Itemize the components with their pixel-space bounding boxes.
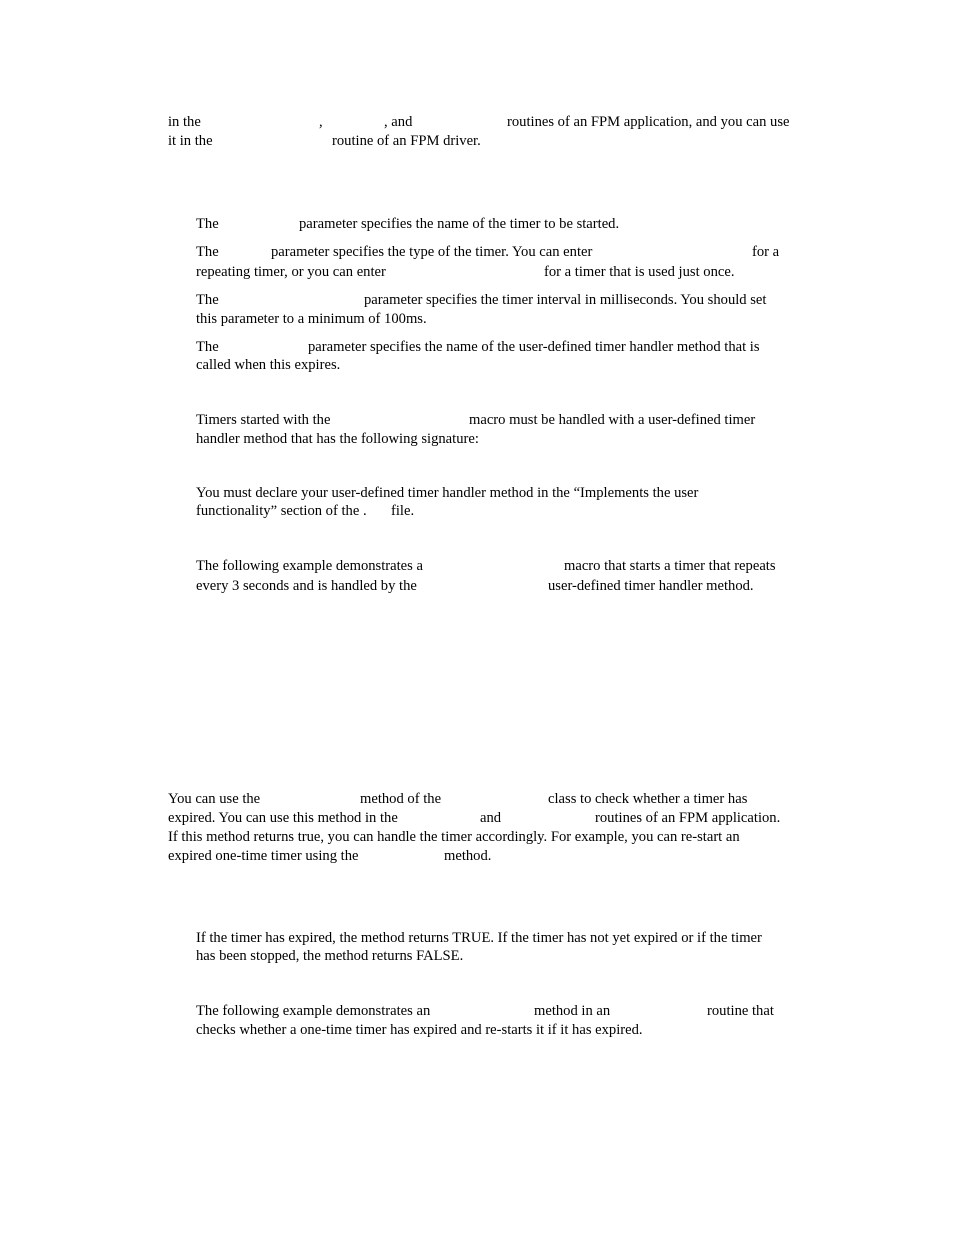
param2-line2-seg-b: for a timer that is used just once. bbox=[544, 264, 735, 280]
param4-line1-seg-b: parameter specifies the name of the user-defined timer handler method that is bbox=[308, 339, 760, 355]
param2-line1-seg-c: for a bbox=[752, 244, 780, 260]
param3-line2: this parameter to a minimum of 100ms. bbox=[196, 311, 427, 327]
note1-line2: handler method that has the following signature: bbox=[196, 431, 479, 447]
example1-line1-seg-b: macro that starts a timer that repeats bbox=[564, 558, 776, 574]
intro-line2-seg-a: it in the bbox=[168, 133, 213, 149]
param4-line2: called when this expires. bbox=[196, 357, 341, 373]
param3-line1-seg-a: The bbox=[196, 292, 219, 308]
param1-seg-b: parameter specifies the name of the timer to be started. bbox=[299, 216, 620, 232]
note1-line1-seg-a: Timers started with the bbox=[196, 412, 331, 428]
note2-line1: You must declare your user-defined timer handler method in the “Implements the user bbox=[196, 485, 699, 501]
example1-line2-seg-a: every 3 seconds and is handled by the bbox=[196, 578, 417, 594]
intro-line1-seg-a: in the bbox=[168, 114, 201, 130]
expired-line2-seg-c: routines of an FPM application. bbox=[595, 810, 781, 826]
example1-line2-seg-b: user-defined timer handler method. bbox=[548, 578, 754, 594]
note2-line2-seg-a: functionality” section of the . bbox=[196, 503, 367, 519]
expired-line2-seg-a: expired. You can use this method in the bbox=[168, 810, 398, 826]
expired-line1-seg-c: class to check whether a timer has bbox=[548, 791, 748, 807]
expired-line4-seg-b: method. bbox=[444, 848, 492, 864]
intro-line1-seg-b: , bbox=[319, 114, 323, 130]
param4-line1-seg-a: The bbox=[196, 339, 219, 355]
example1-line1-seg-a: The following example demonstrates a bbox=[196, 558, 423, 574]
param1-seg-a: The bbox=[196, 216, 219, 232]
returns-line1: If the timer has expired, the method returns TRUE. If the timer has not yet expired or if the timer bbox=[196, 930, 762, 946]
param2-line2-seg-a: repeating timer, or you can enter bbox=[196, 264, 386, 280]
param3-line1-seg-b: parameter specifies the timer interval in milliseconds. You should set bbox=[364, 292, 767, 308]
param2-line1-seg-a: The bbox=[196, 244, 219, 260]
note1-line1-seg-b: macro must be handled with a user-defined timer bbox=[469, 412, 756, 428]
expired-line3: If this method returns true, you can handle the timer accordingly. For example, you can re-start an bbox=[168, 829, 740, 845]
expired-line4-seg-a: expired one-time timer using the bbox=[168, 848, 359, 864]
expired-line2-seg-b: and bbox=[480, 810, 502, 826]
example2-line1-seg-a: The following example demonstrates an bbox=[196, 1003, 431, 1019]
example2-line1-seg-b: method in an bbox=[534, 1003, 611, 1019]
intro-line1-seg-d: routines of an FPM application, and you can use bbox=[507, 114, 790, 130]
note2-line2-seg-b: file. bbox=[391, 503, 415, 519]
expired-line1-seg-b: method of the bbox=[360, 791, 442, 807]
example2-line2: checks whether a one-time timer has expired and re-starts it if it has expired. bbox=[196, 1022, 643, 1038]
intro-line1-seg-c: , and bbox=[384, 114, 413, 130]
expired-line1-seg-a: You can use the bbox=[168, 791, 261, 807]
param2-line1-seg-b: parameter specifies the type of the timer. You can enter bbox=[271, 244, 593, 260]
intro-line2-seg-b: routine of an FPM driver. bbox=[332, 133, 481, 149]
example2-line1-seg-c: routine that bbox=[707, 1003, 774, 1019]
returns-line2: has been stopped, the method returns FALSE. bbox=[196, 948, 464, 964]
